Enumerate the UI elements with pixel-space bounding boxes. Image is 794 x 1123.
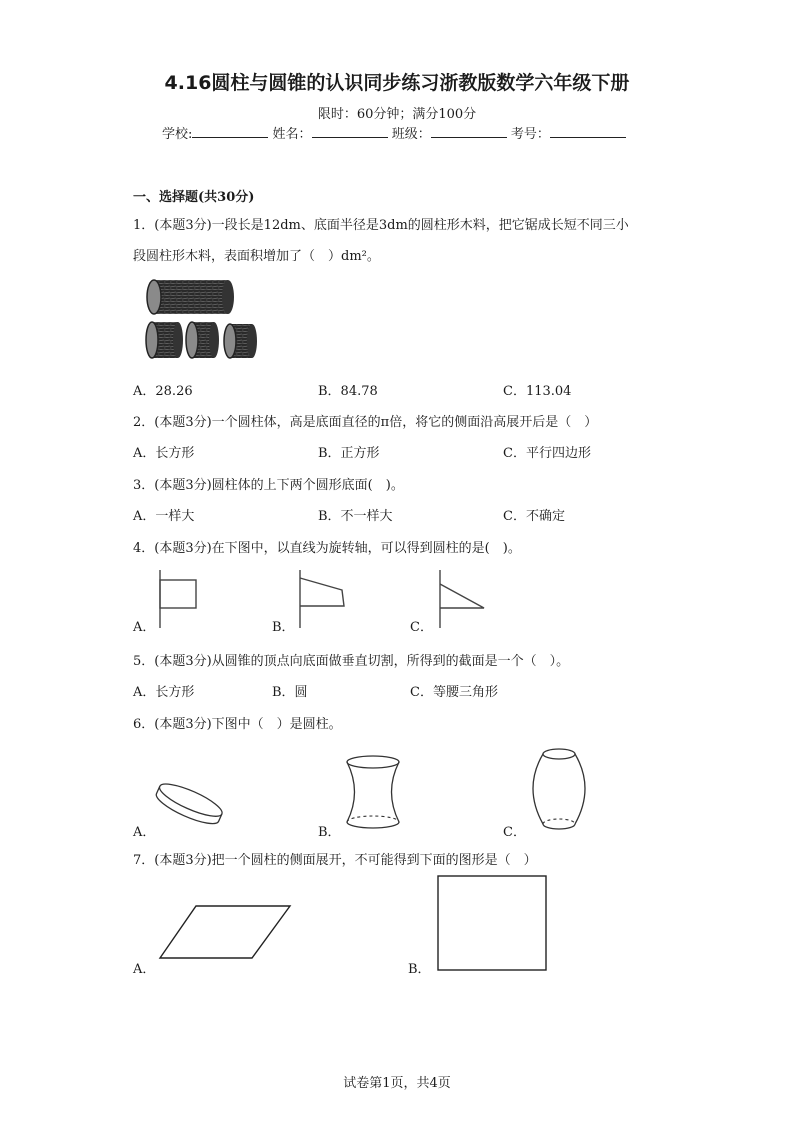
question-7-option-a[interactable]: A． xyxy=(133,962,156,977)
page-title: 4.16圆柱与圆锥的认识同步练习浙教版数学六年级下册 xyxy=(164,72,630,94)
question-2-stem: 2．(本题3分)一个圆柱体，高是底面直径的π倍，将它的侧面沿高展开后是（ ） xyxy=(133,415,598,430)
question-6-option-b[interactable]: B． xyxy=(318,825,341,840)
page-footer: 试卷第1页，共4页 xyxy=(343,1076,451,1091)
question-2-option-a[interactable]: A．长方形 xyxy=(133,446,195,461)
question-6-stem: 6．(本题3分)下图中（ ）是圆柱。 xyxy=(133,717,342,732)
question-7-figure-b-square xyxy=(436,874,548,972)
question-7-stem: 7．(本题3分)把一个圆柱的侧面展开，不可能得到下面的图形是（ ） xyxy=(133,853,537,868)
question-2-option-c[interactable]: C．平行四边形 xyxy=(503,446,591,461)
question-3-option-a[interactable]: A．一样大 xyxy=(133,509,195,524)
question-4-option-b[interactable]: B． xyxy=(272,620,295,635)
question-3-option-b[interactable]: B．不一样大 xyxy=(318,509,393,524)
question-1-logs-image xyxy=(140,272,270,364)
class-label: 班级： xyxy=(391,127,431,142)
question-5-option-b[interactable]: B．圆 xyxy=(272,685,308,700)
name-blank[interactable] xyxy=(312,125,388,138)
question-5-stem: 5．(本题3分)从圆锥的顶点向底面做垂直切割，所得到的截面是一个（ ）。 xyxy=(133,654,570,669)
question-1-option-c[interactable]: C．113.04 xyxy=(503,384,572,399)
school-blank[interactable] xyxy=(192,125,268,138)
exam-limits: 限时：60分钟；满分100分 xyxy=(317,107,477,122)
student-info-line xyxy=(162,123,626,142)
question-3-stem: 3．(本题3分)圆柱体的上下两个圆形底面( )。 xyxy=(133,478,404,493)
question-1-option-a[interactable]: A．28.26 xyxy=(133,384,193,399)
question-1-stem-line-2: 段圆柱形木料，表面积增加了（ ）dm²。 xyxy=(133,249,380,264)
section-title: 一、选择题(共30分) xyxy=(133,190,255,205)
question-4-option-c[interactable]: C． xyxy=(410,620,433,635)
question-4-figure-b xyxy=(290,568,360,630)
question-6-option-c[interactable]: C． xyxy=(503,825,526,840)
question-2-option-b[interactable]: B．正方形 xyxy=(318,446,380,461)
question-7-option-b[interactable]: B． xyxy=(408,962,431,977)
question-1-option-b[interactable]: B．84.78 xyxy=(318,384,378,399)
question-6-option-a[interactable]: A． xyxy=(133,825,156,840)
school-label: 学校: xyxy=(162,127,193,142)
question-4-figure-a xyxy=(150,568,210,630)
question-4-figure-c xyxy=(430,568,500,630)
class-blank[interactable] xyxy=(431,125,507,138)
question-7-figure-a-parallelogram xyxy=(158,904,292,960)
question-6-figure-a-flat-disc xyxy=(152,778,232,834)
question-3-option-c[interactable]: C．不确定 xyxy=(503,509,565,524)
question-4-option-a[interactable]: A． xyxy=(133,620,156,635)
question-6-figure-b-hyperboloid xyxy=(340,752,410,834)
question-1-stem-line-1: 1．(本题3分)一段长是12dm、底面半径是3dm的圆柱形木料，把它锯成长短不同三小 xyxy=(133,218,629,233)
name-label: 姓名： xyxy=(272,127,312,142)
question-5-option-a[interactable]: A．长方形 xyxy=(133,685,195,700)
question-4-stem: 4．(本题3分)在下图中，以直线为旋转轴，可以得到圆柱的是( )。 xyxy=(133,541,521,556)
exam-number-blank[interactable] xyxy=(550,125,626,138)
question-5-option-c[interactable]: C．等腰三角形 xyxy=(410,685,498,700)
exam-number-label: 考号： xyxy=(510,127,550,142)
question-6-figure-c-barrel xyxy=(525,744,595,834)
